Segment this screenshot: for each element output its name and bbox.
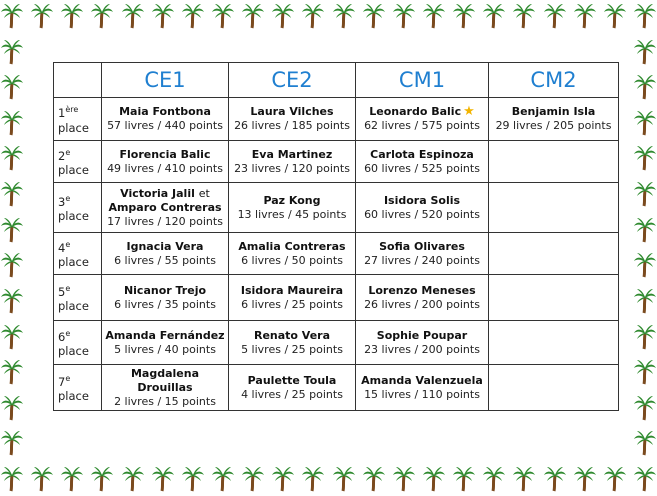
books-points: 23 livres / 200 points — [364, 342, 480, 356]
place-word: place — [58, 255, 89, 270]
palm-tree-icon — [573, 3, 597, 29]
palm-tree-icon — [452, 3, 476, 29]
palm-tree-icon — [0, 252, 24, 278]
palm-tree-icon — [90, 466, 114, 492]
palm-tree-icon — [633, 252, 657, 278]
palm-tree-icon — [0, 395, 24, 421]
place-ordinal-suffix: e — [65, 193, 71, 203]
place-ordinal-suffix: ère — [65, 105, 79, 115]
palm-tree-icon — [271, 466, 295, 492]
books-points: 62 livres / 575 points — [364, 119, 480, 132]
student-cell — [356, 321, 489, 365]
books-points: 26 livres / 185 points — [234, 119, 350, 132]
palm-tree-icon — [0, 466, 24, 492]
header-row — [54, 63, 619, 98]
palm-tree-icon — [0, 359, 24, 385]
place-word: place — [58, 120, 89, 135]
reading-ranking-table — [53, 62, 619, 411]
star-icon: ★ — [463, 104, 475, 119]
place-number: 2 — [58, 148, 66, 163]
student-cell — [102, 183, 229, 233]
student-cell — [229, 141, 356, 183]
place-label — [54, 365, 102, 411]
place-ordinal-suffix: e — [65, 373, 71, 383]
student-cell — [229, 183, 356, 233]
table-row — [54, 141, 619, 183]
place-number: 5 — [58, 284, 66, 299]
palm-tree-icon — [60, 466, 84, 492]
student-name: Leonardo Balic ★ — [369, 104, 475, 119]
student-name: Victoria Jalil et — [120, 186, 210, 200]
student-name: Sophie Poupar — [376, 328, 468, 342]
student-cell — [489, 98, 619, 141]
student-name: Carlota Espinoza — [370, 147, 474, 161]
student-name: Nicanor Trejo — [123, 283, 207, 297]
student-cell — [102, 233, 229, 275]
place-number: 1 — [58, 105, 66, 120]
table-row — [54, 98, 619, 141]
student-name: Magdalena Drouillas — [130, 366, 200, 394]
palm-tree-icon — [512, 3, 536, 29]
books-points: 13 livres / 45 points — [237, 207, 347, 221]
palm-tree-icon — [271, 3, 295, 29]
palm-tree-icon — [633, 324, 657, 350]
palm-tree-icon — [482, 466, 506, 492]
palm-tree-icon — [362, 3, 386, 29]
student-name: Ignacia Vera — [126, 239, 204, 253]
palm-tree-icon — [422, 466, 446, 492]
student-cell — [489, 275, 619, 321]
books-points: 27 livres / 240 points — [364, 253, 480, 267]
palm-tree-icon — [633, 288, 657, 314]
student-name: Benjamin Isla — [511, 105, 596, 118]
student-cell — [102, 98, 229, 141]
student-name: Eva Martinez — [251, 147, 333, 161]
palm-tree-icon — [181, 3, 205, 29]
books-points: 29 livres / 205 points — [495, 119, 612, 132]
palm-tree-icon — [633, 74, 657, 100]
palm-tree-icon — [633, 217, 657, 243]
student-name: Lorenzo Meneses — [368, 283, 476, 297]
student-name: Paulette Toula — [247, 373, 337, 387]
student-cell — [356, 183, 489, 233]
books-points: 49 livres / 410 points — [107, 161, 223, 175]
palm-tree-icon — [633, 3, 657, 29]
student-name: Laura Vilches — [250, 105, 334, 118]
palm-tree-icon — [0, 217, 24, 243]
student-cell — [102, 141, 229, 183]
place-number: 3 — [58, 194, 66, 209]
palm-tree-icon — [151, 466, 175, 492]
palm-tree-icon — [392, 466, 416, 492]
palm-tree-icon — [482, 3, 506, 29]
palm-tree-icon — [0, 145, 24, 171]
palm-tree-icon — [332, 3, 356, 29]
palm-tree-icon — [633, 110, 657, 136]
palm-tree-icon — [211, 466, 235, 492]
header-ce1: CE1 — [102, 63, 229, 98]
student-cell — [489, 365, 619, 411]
student-name: Florencia Balic — [119, 147, 211, 161]
palm-tree-icon — [301, 3, 325, 29]
books-points: 60 livres / 520 points — [364, 207, 480, 221]
place-ordinal-suffix: e — [65, 239, 71, 249]
palm-tree-icon — [90, 3, 114, 29]
books-points: 15 livres / 110 points — [364, 387, 480, 401]
palm-tree-icon — [0, 324, 24, 350]
palm-tree-icon — [633, 145, 657, 171]
place-label — [54, 141, 102, 183]
table-row — [54, 233, 619, 275]
palm-tree-icon — [573, 466, 597, 492]
palm-tree-icon — [633, 181, 657, 207]
palm-tree-icon — [633, 466, 657, 492]
student-name: Sofia Olivares — [379, 239, 465, 253]
palm-tree-icon — [392, 3, 416, 29]
student-cell — [356, 141, 489, 183]
table-row — [54, 321, 619, 365]
place-word: place — [58, 389, 89, 404]
books-points: 6 livres / 55 points — [114, 253, 216, 267]
student-cell — [229, 321, 356, 365]
header-cm1: CM1 — [356, 63, 489, 98]
student-cell — [356, 98, 489, 141]
palm-tree-icon — [0, 39, 24, 65]
table-row — [54, 183, 619, 233]
student-cell — [489, 183, 619, 233]
books-points: 60 livres / 525 points — [364, 161, 480, 175]
student-cell — [229, 98, 356, 141]
palm-tree-icon — [0, 110, 24, 136]
student-name: Paz Kong — [263, 193, 321, 207]
place-number: 7 — [58, 374, 66, 389]
palm-tree-icon — [633, 430, 657, 456]
student-cell — [356, 233, 489, 275]
books-points: 6 livres / 25 points — [241, 297, 343, 311]
palm-tree-icon — [633, 359, 657, 385]
header-cm2: CM2 — [489, 63, 619, 98]
palm-tree-icon — [362, 466, 386, 492]
palm-tree-icon — [211, 3, 235, 29]
name-joiner: et — [198, 186, 210, 200]
student-name: Amalia Contreras — [238, 239, 346, 253]
palm-tree-icon — [301, 466, 325, 492]
student-name: Amanda Fernández — [105, 328, 225, 342]
place-word: place — [58, 344, 89, 359]
books-points: 5 livres / 25 points — [241, 342, 343, 356]
palm-tree-icon — [633, 39, 657, 65]
student-cell — [356, 365, 489, 411]
place-word: place — [58, 209, 89, 224]
student-cell — [229, 233, 356, 275]
table-row — [54, 275, 619, 321]
palm-tree-icon — [241, 466, 265, 492]
student-name: Maia Fontbona — [119, 105, 211, 118]
student-name: Isidora Maureira — [240, 283, 344, 297]
table-row — [54, 365, 619, 411]
books-points: 2 livres / 15 points — [114, 394, 216, 408]
books-points: 23 livres / 120 points — [234, 161, 350, 175]
palm-tree-icon — [241, 3, 265, 29]
palm-tree-icon — [543, 466, 567, 492]
place-number: 4 — [58, 240, 66, 255]
palm-tree-icon — [0, 181, 24, 207]
palm-tree-icon — [121, 466, 145, 492]
student-cell — [356, 275, 489, 321]
palm-tree-icon — [512, 466, 536, 492]
student-cell — [102, 365, 229, 411]
student-cell — [229, 275, 356, 321]
palm-tree-icon — [0, 288, 24, 314]
palm-tree-icon — [0, 74, 24, 100]
place-label — [54, 98, 102, 141]
place-label — [54, 275, 102, 321]
palm-tree-icon — [151, 3, 175, 29]
header-corner — [54, 63, 102, 98]
books-points: 26 livres / 200 points — [364, 297, 480, 311]
place-number: 6 — [58, 329, 66, 344]
student-name: Renato Vera — [253, 328, 331, 342]
student-cell — [102, 275, 229, 321]
place-word: place — [58, 299, 89, 314]
student-cell — [489, 233, 619, 275]
place-ordinal-suffix: e — [65, 283, 71, 293]
books-points: 4 livres / 25 points — [241, 387, 343, 401]
student-cell — [489, 141, 619, 183]
place-word: place — [58, 163, 89, 178]
student-cell — [229, 365, 356, 411]
student-name: Amanda Valenzuela — [361, 373, 483, 387]
student-name-second: Amparo Contreras — [108, 200, 222, 214]
palm-tree-icon — [603, 3, 627, 29]
student-name: Isidora Solis — [383, 193, 461, 207]
place-label — [54, 233, 102, 275]
palm-tree-icon — [0, 3, 24, 29]
palm-tree-icon — [633, 395, 657, 421]
place-label — [54, 321, 102, 365]
palm-tree-icon — [0, 430, 24, 456]
palm-tree-icon — [543, 3, 567, 29]
palm-tree-icon — [332, 466, 356, 492]
student-cell — [102, 321, 229, 365]
place-label — [54, 183, 102, 233]
palm-tree-icon — [30, 466, 54, 492]
header-ce2: CE2 — [229, 63, 356, 98]
books-points: 5 livres / 40 points — [114, 342, 216, 356]
palm-tree-icon — [121, 3, 145, 29]
place-ordinal-suffix: e — [65, 147, 71, 157]
books-points: 17 livres / 120 points — [107, 214, 223, 228]
books-points: 57 livres / 440 points — [107, 119, 223, 132]
place-ordinal-suffix: e — [65, 328, 71, 338]
palm-tree-icon — [30, 3, 54, 29]
books-points: 6 livres / 35 points — [114, 297, 216, 311]
palm-tree-icon — [452, 466, 476, 492]
student-cell — [489, 321, 619, 365]
books-points: 6 livres / 50 points — [241, 253, 343, 267]
palm-tree-icon — [181, 466, 205, 492]
palm-tree-icon — [60, 3, 84, 29]
palm-tree-icon — [603, 466, 627, 492]
palm-tree-icon — [422, 3, 446, 29]
